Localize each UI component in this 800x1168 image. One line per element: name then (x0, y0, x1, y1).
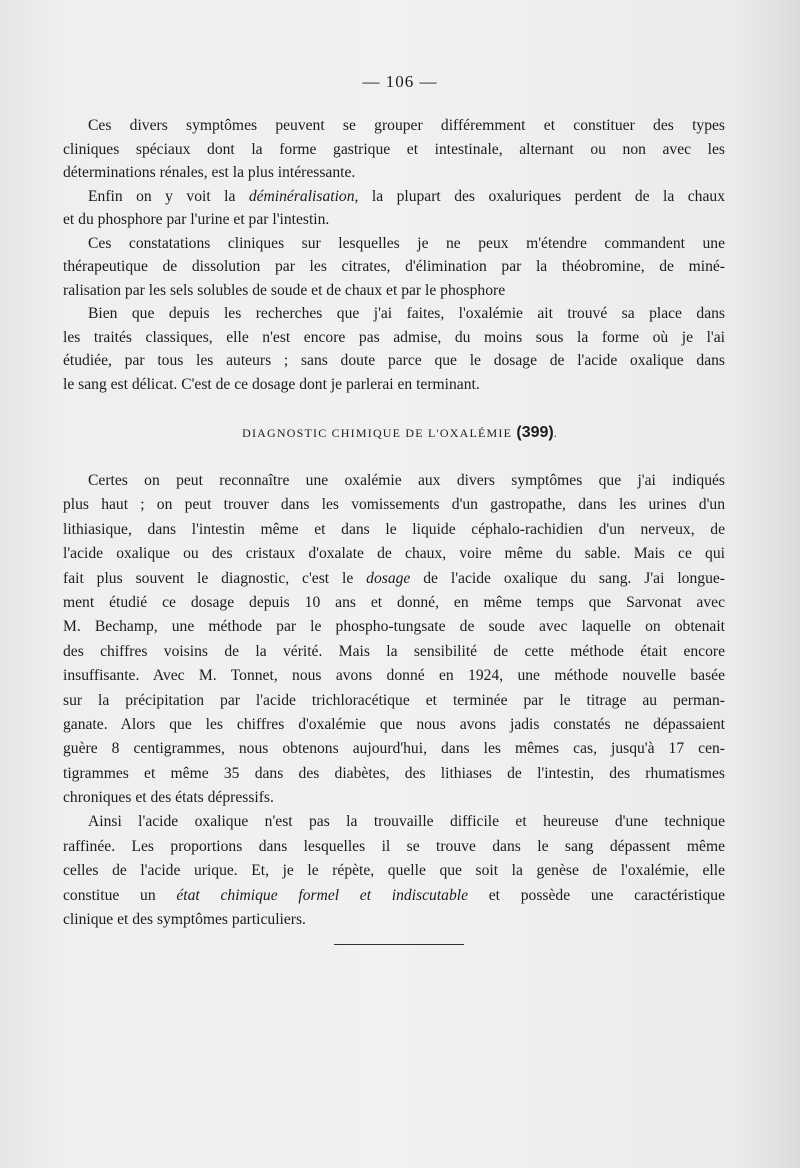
text-line: raffinée. Les proportions dans lesquelles il se trouve dans le sang dépassent même (63, 837, 725, 855)
paragraph (63, 185, 725, 232)
text-line: chroniques et des états dépressifs. (63, 789, 274, 807)
reference-number: (399) (516, 424, 554, 441)
text-line: fait plus souvent le diagnostic, c'est le dosage de l'acide oxalique du sang. J'ai longue- (63, 569, 725, 587)
text-line: étudiée, par tous les auteurs ; sans doute parce que le dosage de l'acide oxalique dans (63, 352, 725, 369)
text-line: Ces divers symptômes peuvent se grouper différemment et constituer des types (88, 117, 725, 134)
text-line: M. Bechamp, une méthode par le phospho-tungsate de soude avec laquelle on obtenait (63, 618, 725, 636)
text-line: Bien que depuis les recherches que j'ai faites, l'oxalémie ait trouvé sa place dans (88, 305, 725, 322)
text-line: guère 8 centigrammes, nous obtenons aujourd'hui, dans les mêmes cas, jusqu'à 17 cen- (63, 740, 725, 758)
text-line: constitue un état chimique formel et indiscutable et possède une caractéristique (63, 886, 725, 904)
emphasis-text: état chimique formel et indiscutable (176, 886, 469, 904)
paragraph (63, 302, 725, 396)
text-line: les traités classiques, elle n'est encore pas admise, du moins sous la forme où je l'ai (63, 328, 725, 346)
text-line: tigrammes et même 35 dans des diabètes, des lithiases de l'intestin, des rhumatismes (63, 764, 725, 782)
text-line: Ainsi l'acide oxalique n'est pas la trouvaille difficile et heureuse d'une technique (88, 813, 725, 831)
text-line: sur la précipitation par l'acide trichloracétique et terminée par le titrage au perman- (63, 691, 725, 709)
emphasis-text: déminéralisation (248, 187, 355, 205)
section-heading: DIAGNOSTIC CHIMIQUE DE L'OXALÉMIE (399). (242, 424, 558, 441)
emphasis-text: dosage (366, 569, 411, 587)
text-line: celles de l'acide urique. Et, je le répète, quelle que soit la genèse de l'oxalémie, elle (63, 862, 725, 880)
text-line: ralisation par les sels solubles de soude et de chaux et par le phosphore (63, 281, 506, 299)
paragraph (63, 232, 725, 303)
paragraph (63, 810, 725, 932)
text-line: thérapeutique de dissolution par les citrates, d'élimination par la théobromine, de miné- (63, 258, 725, 275)
text-line: plus haut ; on peut trouver dans les vomissements d'un gastropathe, dans les urines d'un (63, 496, 725, 514)
paragraph (63, 114, 725, 185)
text-line: cliniques spéciaux dont la forme gastrique et intestinale, alternant ou non avec les (63, 140, 725, 158)
body-text-bottom (63, 469, 725, 932)
page-number: — 106 — (362, 72, 438, 91)
text-line: Enfin on y voit la déminéralisation, la plupart des oxaluriques perdent de la chaux (88, 187, 725, 205)
text-line: ment étudié ce dosage depuis 10 ans et donné, en même temps que Sarvonat avec (63, 593, 725, 611)
text-line: des chiffres voisins de la vérité. Mais la sensibilité de cette méthode était encore (63, 642, 725, 660)
text-line: ganate. Alors que les chiffres d'oxalémie que nous avons jadis constatés ne dépassaient (63, 715, 725, 733)
text-line: l'acide oxalique ou des cristaux d'oxalate de chaux, voire même du sable. Mais ce qui (63, 545, 725, 563)
text-line: le sang est délicat. C'est de ce dosage dont je parlerai en terminant. (63, 375, 480, 393)
text-line: lithiasique, dans l'intestin même et dans le liquide céphalo-rachidien d'un nerveux, de (63, 520, 725, 538)
closing-rule (334, 944, 464, 945)
body-text-top (63, 114, 725, 396)
text-line: Ces constatations cliniques sur lesquelles je ne peux m'étendre commandent une (88, 234, 725, 252)
text-line: Certes on peut reconnaître une oxalémie aux divers symptômes que j'ai indiqués (88, 472, 725, 489)
text-line: insuffisante. Avec M. Tonnet, nous avons donné en 1924, une méthode nouvelle basée (63, 667, 725, 685)
text-line: déterminations rénales, est la plus intéressante. (63, 164, 356, 181)
paragraph (63, 469, 725, 810)
text-line: clinique et des symptômes particuliers. (63, 911, 306, 929)
text-line: et du phosphore par l'urine et par l'intestin. (63, 211, 330, 228)
